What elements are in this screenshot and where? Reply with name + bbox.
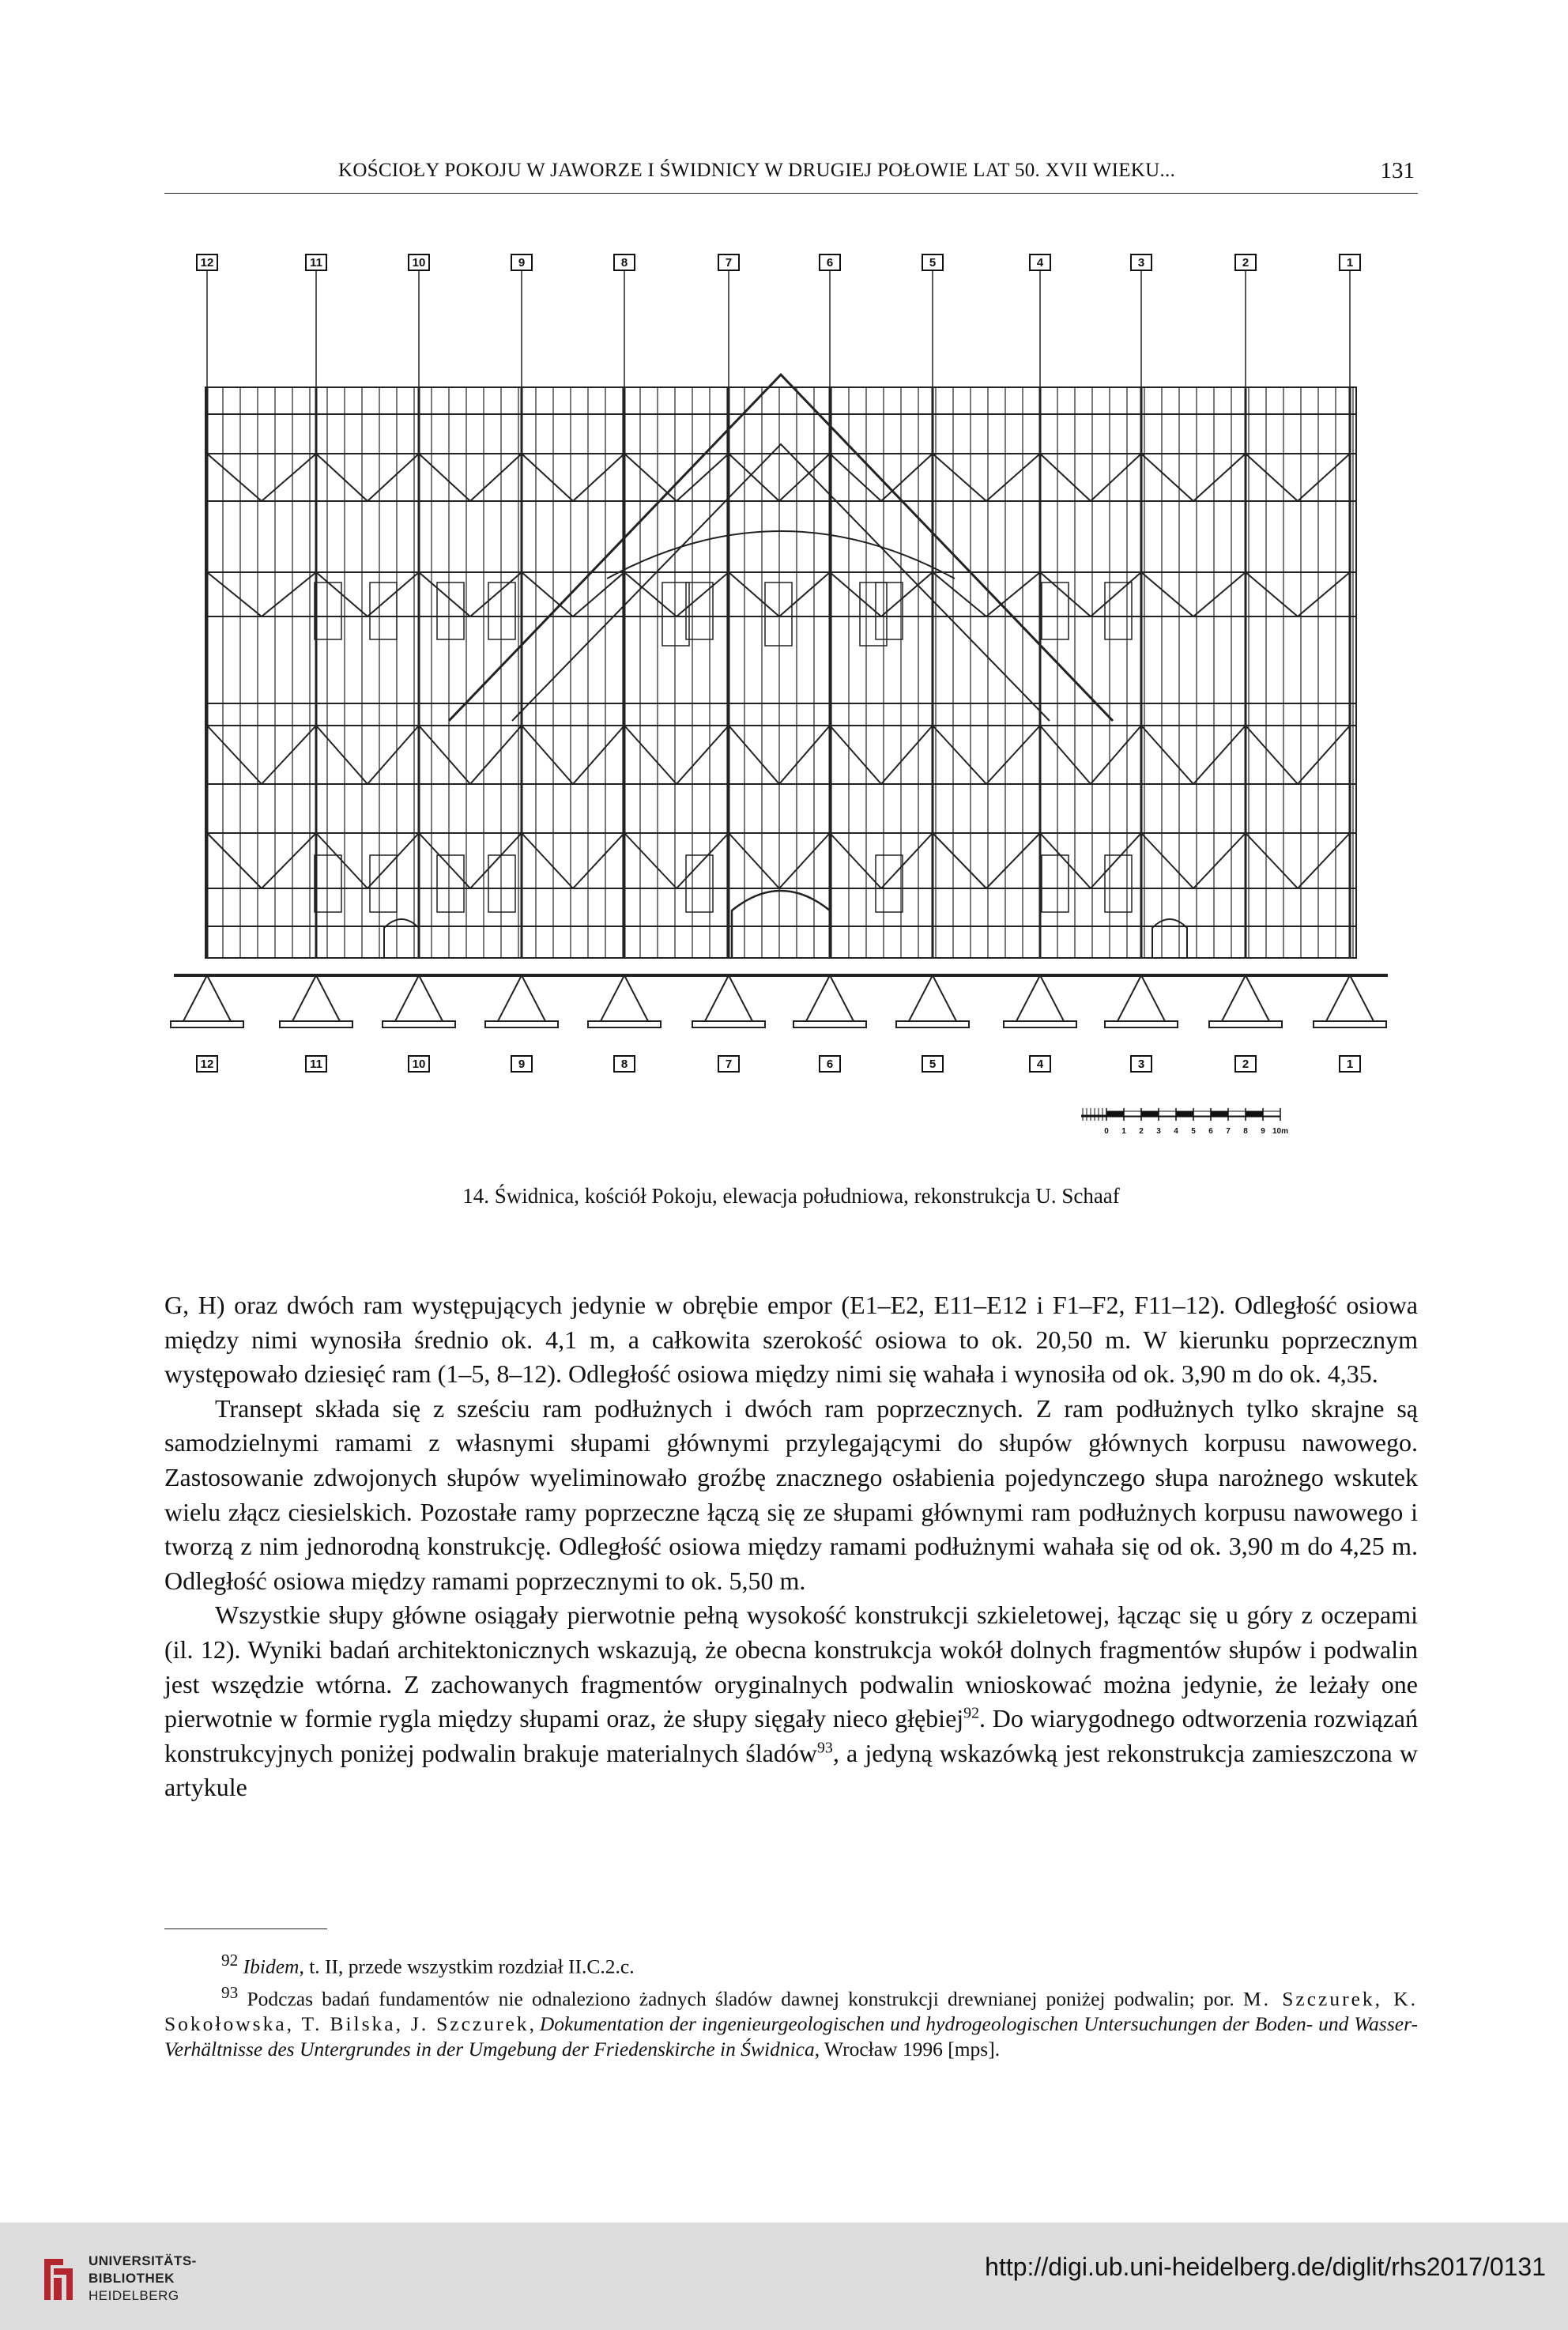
footnote-92-italic: Ibidem: [243, 1955, 300, 1978]
page-number: 131: [1380, 158, 1415, 183]
scale-label-9: 9: [1261, 1127, 1265, 1136]
source-url-link[interactable]: http://digi.ub.uni-heidelberg.de/diglit/rhs2017/0131: [985, 2253, 1546, 2281]
bottom-axis-label-6: 6: [826, 1058, 834, 1071]
scale-label-6: 6: [1208, 1127, 1213, 1136]
elevation-drawing: [164, 247, 1418, 1163]
footnote-ref-93[interactable]: 93: [816, 1739, 833, 1757]
running-header: [164, 156, 1418, 194]
bottom-axis-label-4: 4: [1036, 1058, 1044, 1071]
top-axis-label-10: 10: [412, 256, 426, 270]
footnote-93-text: Podczas badań fundamentów nie odnaleziono żadnych śladów dawnej konstrukcji drewnianej poniżej podwalin; por.: [247, 1987, 1243, 2010]
paragraph-3: [164, 1598, 1418, 1805]
paragraph-2: Transept składa się z sześciu ram podłużnych i dwóch ram poprzecznych. Z ram podłużnych tylko skrajne są samodzielnymi ramami z własnymi słupami głównymi przylegającymi do słupów głównych korpusu nawowego. Zastosowanie zdwojonych słupów wyeliminowało groźbę znacznego osłabienia pojedynczego słupa narożnego wskutek wielu złącz ciesielskich. Pozostałe ramy poprzeczne łączą się ze słupami głównymi ram podłużnych korpusu nawowego i tworzą z nim jednorodną konstrukcję. Odległość osiowa między ramami podłużnymi wahała się od ok. 3,90 m do 4,25 m. Odległość osiowa między ramami poprzecznymi to ok. 5,50 m.: [164, 1393, 1418, 1595]
footnote-93-tail: , Wrocław 1996 [mps].: [814, 2038, 1001, 2060]
footnotes: [164, 1947, 1418, 2062]
footnote-rule: [164, 1928, 327, 1929]
bottom-axis-label-10: 10: [412, 1058, 426, 1071]
scale-label-1: 1: [1121, 1127, 1126, 1136]
figure-caption: 14. Świdnica, kościół Pokoju, elewacja południowa, rekonstrukcja U. Schaaf: [462, 1184, 1120, 1208]
footnote-92-text: , t. II, przede wszystkim rozdział II.C.2.c.: [299, 1955, 635, 1978]
paragraph-1: G, H) oraz dwóch ram występujących jedynie w obrębie empor (E1–E2, E11–E12 i F1–F2, F11–12). Odległość osiowa między nimi wynosiła średnio ok. 4,1 m, a całkowita szerokość osiowa to ok. 20,50 m. W kierunku poprzecznym występowało dziesięć ram (1–5, 8–12). Odległość osiowa między nimi się wahała i wynosiła od ok. 3,90 m do ok. 4,35.: [164, 1291, 1418, 1389]
scale-label-10: 10m: [1272, 1127, 1289, 1136]
bottom-axis-label-3: 3: [1137, 1058, 1145, 1071]
top-axis-label-4: 4: [1036, 256, 1044, 270]
top-axis-label-3: 3: [1137, 256, 1145, 270]
scale-label-7: 7: [1226, 1127, 1231, 1136]
bottom-axis-label-8: 8: [620, 1058, 628, 1071]
scale-label-0: 0: [1104, 1127, 1109, 1136]
library-name-line-1: UNIVERSITÄTS-: [89, 2253, 197, 2268]
bottom-axis-label-5: 5: [929, 1058, 937, 1071]
scale-label-3: 3: [1156, 1127, 1161, 1136]
top-axis-label-5: 5: [929, 256, 937, 270]
bottom-axis-label-2: 2: [1242, 1058, 1250, 1071]
footnote-92-number: 92: [221, 1951, 239, 1970]
footnote-93-number: 93: [221, 1982, 239, 2002]
paragraph-3-part-2: . Do wiarygodnego odtworzenia rozwiązań konstrukcyjnych poniżej podwalin brakuje materialnych śladów: [164, 1704, 1419, 1767]
top-axis-label-8: 8: [620, 256, 628, 270]
running-title: KOŚCIOŁY POKOJU W JAWORZE I ŚWIDNICY W DRUGIEJ POŁOWIE LAT 50. XVII WIEKU...: [338, 160, 1176, 181]
top-axis-label-1: 1: [1346, 256, 1354, 270]
scale-label-4: 4: [1174, 1127, 1178, 1136]
footnote-93-sep: ,: [529, 2012, 540, 2035]
footnote-ref-92[interactable]: 92: [963, 1704, 979, 1722]
bottom-axis-label-9: 9: [518, 1058, 526, 1071]
top-axis-label-12: 12: [200, 256, 214, 270]
bottom-axis-label-11: 11: [310, 1058, 322, 1071]
bottom-axis-label-7: 7: [725, 1058, 733, 1071]
footnote-93-title: Dokumentation der ingenieurgeologischen und hydrogeologischen Untersuchungen der Boden- und Wasser-Verhältnisse des Untergrundes in der Umgebung der Friedenskirche in Świdnica: [164, 2012, 1419, 2060]
top-axis-label-2: 2: [1242, 256, 1250, 270]
scale-label-8: 8: [1243, 1127, 1248, 1136]
paragraph-3-part-1: Wszystkie słupy główne osiągały pierwotnie pełną wysokość konstrukcji szkieletowej, łącząc się u góry z oczepami (il. 12). Wyniki badań architektonicznych wskazują, że obecna konstrukcja wokół dolnych fragmentów słupów i podwalin jest wszędzie wtórna. Z zachowanych fragmentów oryginalnych podwalin wnioskować można jedynie, że leżały one pierwotnie w formie rygla między słupami oraz, że słupy sięgały nieco głębiej: [164, 1600, 1418, 1733]
footnote-93: [164, 1980, 1418, 2063]
scale-label-2: 2: [1139, 1127, 1144, 1136]
top-axis-label-11: 11: [310, 256, 322, 270]
paragraph-3-part-3: , a jedyną wskazówką jest rekonstrukcja zamieszczona w artykule: [164, 1738, 1419, 1802]
footnote-93-authors: M. Szczurek, K. Sokołowska, T. Bilska, J. Szczurek: [164, 1987, 1419, 2035]
footnote-92: [164, 1947, 1418, 1980]
library-name: [89, 2253, 197, 2305]
top-axis-label-9: 9: [518, 256, 526, 270]
top-axis-label-6: 6: [826, 256, 834, 270]
bottom-axis-label-12: 12: [200, 1058, 214, 1071]
digitization-footer: [0, 2223, 1568, 2330]
bottom-axis-label-1: 1: [1346, 1058, 1354, 1071]
body-text: [164, 1288, 1418, 1805]
scale-label-5: 5: [1191, 1127, 1196, 1136]
top-axis-label-7: 7: [725, 256, 733, 270]
library-name-line-2: BIBLIOTHEK: [89, 2271, 175, 2286]
library-logo-icon: [40, 2254, 77, 2305]
library-name-line-3: HEIDELBERG: [89, 2288, 179, 2303]
